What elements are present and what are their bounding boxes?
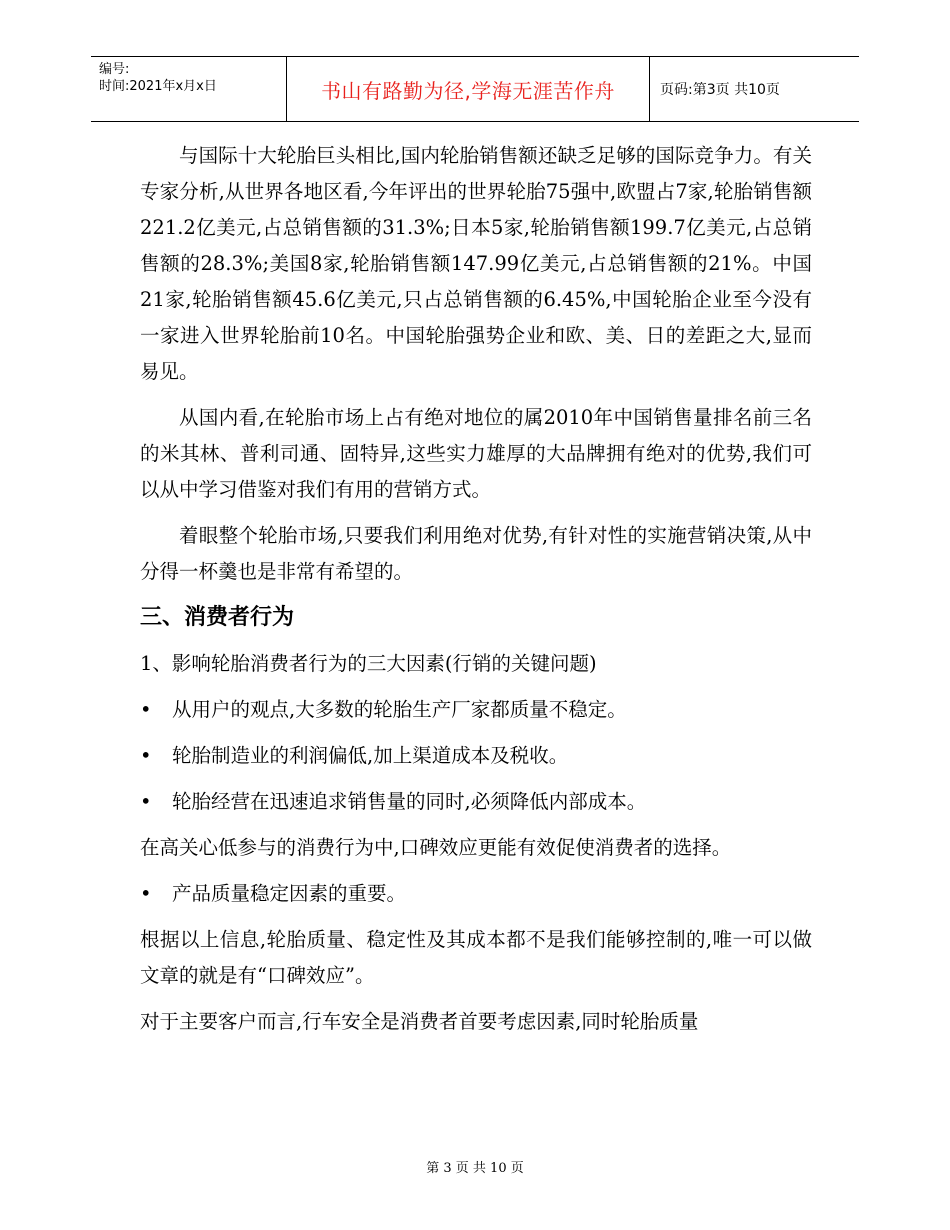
section-heading: 三、消费者行为 bbox=[140, 605, 295, 630]
paragraph-international-comparison: 与国际十大轮胎巨头相比,国内轮胎销售额还缺乏足够的国际竞争力。有关专家分析,从世界各地区看,今年评出的世界轮胎75强中,欧盟占7家,轮胎销售额221.2亿美元,占总销售额的31.3%;日本5家,轮胎销售额199.7亿美元,占总销售额的28.3%;美国8家,轮胎销售额147.99亿美元,占总销售额的21%。中国21家,轮胎销售额45.6亿美元,只占总销售额的6.45%,中国轮胎企业至今没有一家进入世界轮胎前10名。中国轮胎强势企业和欧、美、日的差距之大,显而易见。 bbox=[140, 144, 812, 383]
header-motto: 书山有路勤为径,学海无涯苦作舟 bbox=[286, 57, 650, 121]
statement-word-of-mouth: 在高关心低参与的消费行为中,口碑效应更能有效促使消费者的选择。 bbox=[140, 836, 732, 859]
list-item bbox=[140, 876, 812, 912]
statement-conclusion: 根据以上信息,轮胎质量、稳定性及其成本都不是我们能够控制的,唯一可以做文章的就是有“口碑效应”。 bbox=[140, 928, 812, 987]
document-time-label: 时间:2021年x月x日 bbox=[99, 79, 217, 94]
document-number-label: 编号: bbox=[99, 62, 130, 77]
page-footer: 第 3 页 共 10 页 bbox=[426, 1161, 524, 1176]
bullet-icon: • bbox=[140, 882, 152, 905]
list-item bbox=[140, 738, 812, 774]
page-header bbox=[91, 56, 859, 122]
paragraph-domestic-market: 从国内看,在轮胎市场上占有绝对地位的属2010年中国销售量排名前三名的米其林、普利司通、固特异,这些实力雄厚的大品牌拥有绝对的优势,我们可以从中学习借鉴对我们有用的营销方式。 bbox=[140, 406, 812, 501]
bullet-icon: • bbox=[140, 744, 152, 767]
document-body bbox=[140, 138, 812, 1050]
list-item-text: 轮胎经营在迅速追求销售量的同时,必须降低内部成本。 bbox=[172, 790, 647, 813]
statement-key-customers: 对于主要客户而言,行车安全是消费者首要考虑因素,同时轮胎质量 bbox=[140, 1010, 699, 1033]
list-item bbox=[140, 784, 812, 820]
bullet-icon: • bbox=[140, 790, 152, 813]
list-item-text: 轮胎制造业的利润偏低,加上渠道成本及税收。 bbox=[172, 744, 569, 767]
paragraph-market-outlook: 着眼整个轮胎市场,只要我们利用绝对优势,有针对性的实施营销决策,从中分得一杯羹也是非常有希望的。 bbox=[140, 524, 812, 583]
list-item bbox=[140, 692, 812, 728]
header-info bbox=[91, 57, 286, 121]
header-page-info: 页码:第3页 共10页 bbox=[660, 82, 780, 98]
subsection-title: 1、影响轮胎消费者行为的三大因素(行销的关键问题) bbox=[140, 652, 597, 675]
list-item-text: 从用户的观点,大多数的轮胎生产厂家都质量不稳定。 bbox=[172, 698, 627, 721]
list-item-text: 产品质量稳定因素的重要。 bbox=[172, 882, 407, 905]
bullet-icon: • bbox=[140, 698, 152, 721]
